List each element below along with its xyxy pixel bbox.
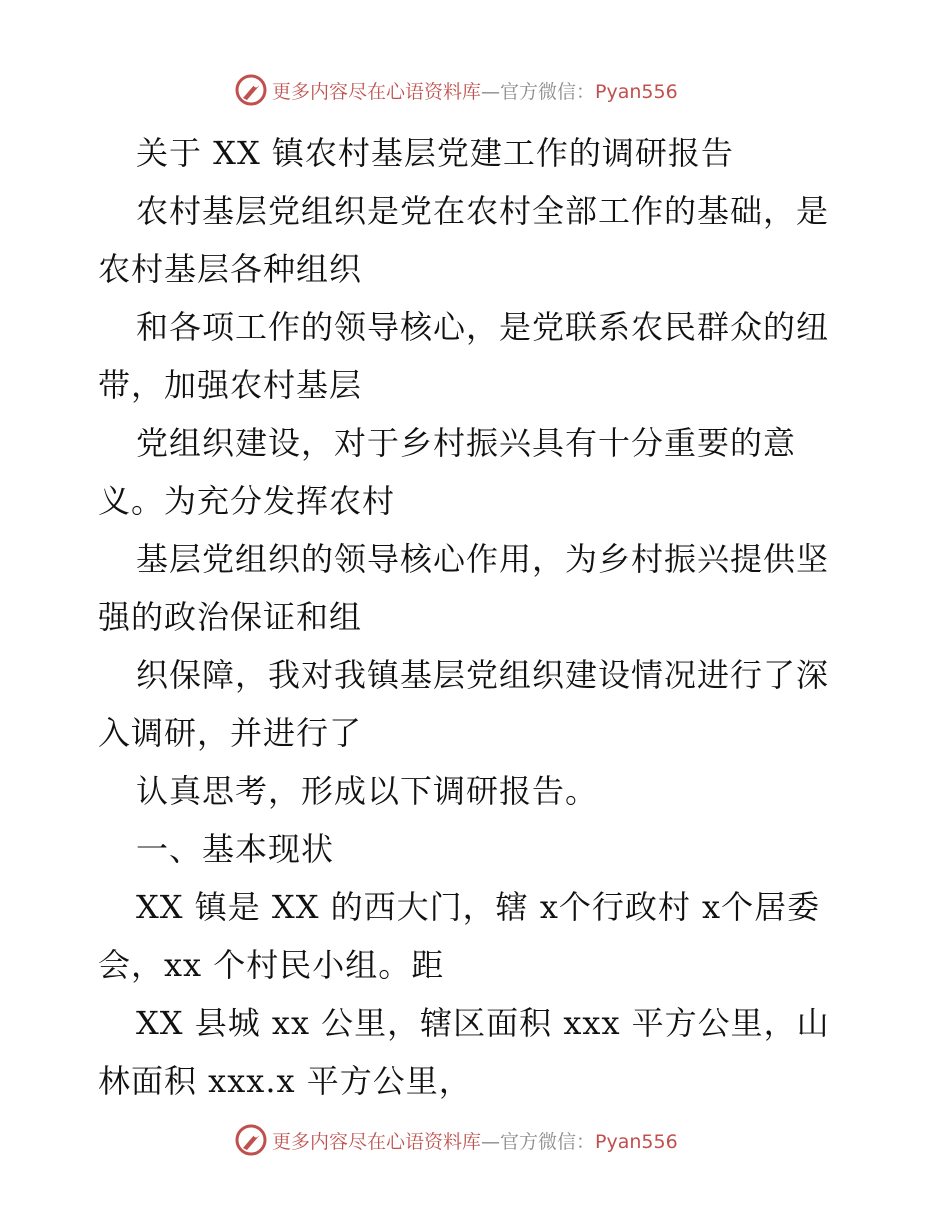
header-watermark-banner [234, 70, 678, 110]
dash: — [481, 1130, 501, 1153]
paragraph-line: 强的政治保证和组 [98, 598, 363, 636]
footer-watermark-banner [234, 1120, 678, 1160]
paragraph-line: 织保障，我对我镇基层党组织建设情况进行了深 [136, 656, 830, 694]
paragraph-line: 会，xx 个村民小组。距 [98, 946, 445, 984]
watermark-text [272, 1127, 678, 1154]
paragraph-line: 认真思考，形成以下调研报告。 [136, 772, 599, 810]
paragraph-line: 林面积 xxx.x 平方公里， [98, 1062, 472, 1100]
section-heading: 一、基本现状 [136, 830, 335, 868]
paragraph-line: 入调研，并进行了 [98, 714, 363, 752]
wechat-id: Pyan556 [595, 1130, 678, 1153]
paragraph-line: 义。为充分发挥农村 [98, 482, 396, 520]
promo-text: 更多内容尽在心语资料库 [272, 1130, 482, 1153]
watermark-text [272, 77, 678, 104]
official-label: 官方微信： [500, 1130, 596, 1153]
paragraph-line: 农村基层各种组织 [98, 250, 363, 288]
paragraph-line: 基层党组织的领导核心作用，为乡村振兴提供坚 [136, 540, 830, 578]
wechat-id: Pyan556 [595, 80, 678, 103]
dash: — [481, 80, 501, 103]
document-title: 关于 XX 镇农村基层党建工作的调研报告 [136, 134, 734, 172]
promo-text: 更多内容尽在心语资料库 [272, 80, 482, 103]
document-body [98, 124, 858, 1110]
paragraph-line: 带，加强农村基层 [98, 366, 363, 404]
paragraph-line: 农村基层党组织是党在农村全部工作的基础，是 [136, 192, 830, 230]
paragraph-line: 和各项工作的领导核心，是党联系农民群众的纽 [136, 308, 830, 346]
pen-nib-logo-icon [234, 73, 268, 107]
paragraph-line: XX 县城 xx 公里，辖区面积 xxx 平方公里，山 [136, 1004, 830, 1042]
pen-nib-logo-icon [234, 1123, 268, 1157]
official-label: 官方微信： [500, 80, 596, 103]
paragraph-line: XX 镇是 XX 的西大门，辖 x个行政村 x个居委 [136, 888, 821, 926]
paragraph-line: 党组织建设，对于乡村振兴具有十分重要的意 [136, 424, 797, 462]
